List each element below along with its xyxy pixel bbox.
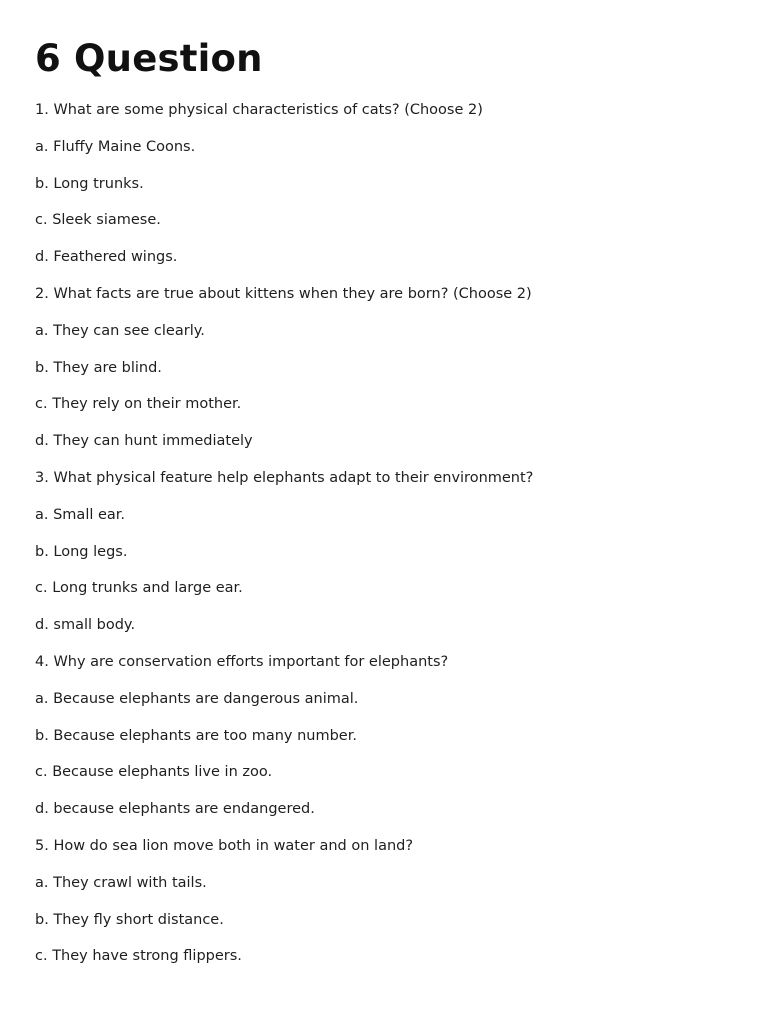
option-1b: b. Long trunks. [35,175,144,192]
option-2a: a. They can see clearly. [35,322,205,339]
option-1a: a. Fluffy Maine Coons. [35,138,196,155]
quiz-body [35,92,732,975]
option-3d: d. small body. [35,617,136,634]
option-1d: d. Feathered wings. [35,249,178,266]
option-4b: b. Because elephants are too many number. [35,727,357,744]
option-2b: b. They are blind. [35,359,162,376]
option-4d: d. because elephants are endangered. [35,801,315,818]
question-5: 5. How do sea lion move both in water and on land? [35,837,414,854]
question-3: 3. What physical feature help elephants adapt to their environment? [35,469,534,486]
option-5a: a. They crawl with tails. [35,874,207,891]
option-3c: c. Long trunks and large ear. [35,580,243,597]
option-2c: c. They rely on their mother. [35,396,242,413]
option-1c: c. Sleek siamese. [35,212,161,229]
question-2: 2. What facts are true about kittens when they are born? (Choose 2) [35,285,532,302]
option-5b: b. They fly short distance. [35,911,224,928]
option-4c: c. Because elephants live in zoo. [35,764,273,781]
question-1: 1. What are some physical characteristics of cats? (Choose 2) [35,102,483,118]
option-5c: c. They have strong flippers. [35,948,242,965]
option-3b: b. Long legs. [35,543,128,560]
page-title: 6 Question [35,37,263,80]
question-4: 4. Why are conservation efforts important for elephants? [35,653,449,670]
option-2d: d. They can hunt immediately [35,433,253,450]
option-4a: a. Because elephants are dangerous animal. [35,690,359,707]
option-3a: a. Small ear. [35,506,126,523]
